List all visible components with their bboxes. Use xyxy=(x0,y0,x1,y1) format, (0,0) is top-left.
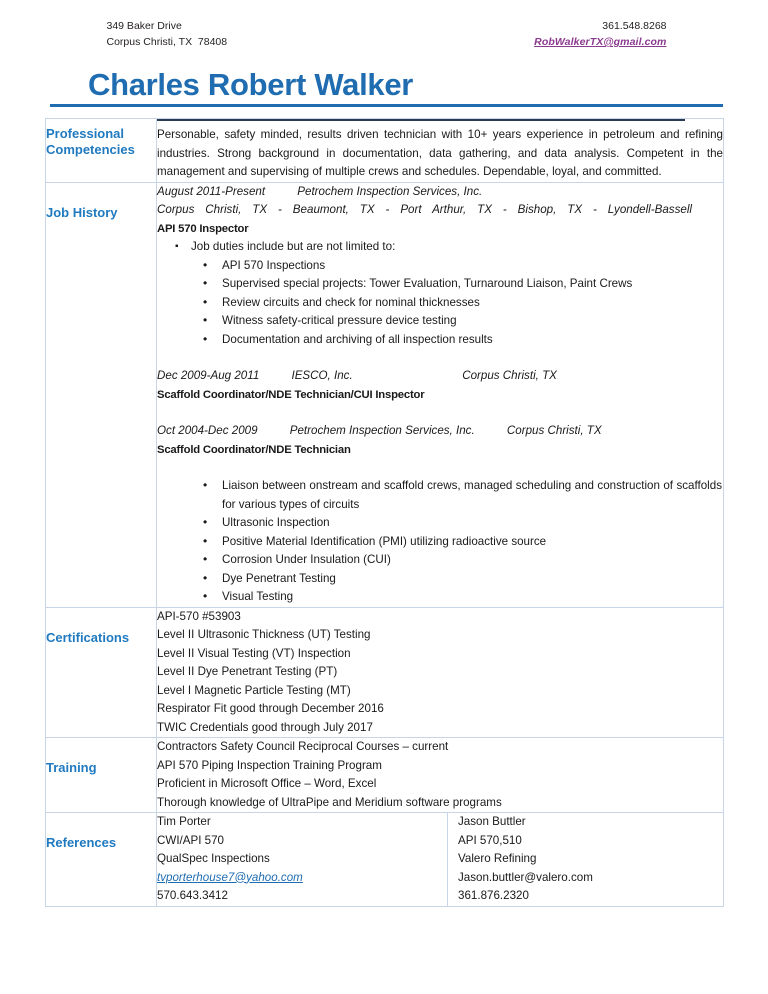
training-item: Proficient in Microsoft Office – Word, Excel xyxy=(157,777,377,790)
job1-date-company: August 2011-Present Petrochem Inspection Services, Inc. xyxy=(157,184,483,198)
list-item: • Documentation and archiving of all inspection results xyxy=(203,331,723,350)
header-rule xyxy=(157,119,685,121)
job1-title: API 570 Inspector xyxy=(157,222,249,235)
body-cell-references xyxy=(157,813,724,907)
body-cell-job-history xyxy=(157,182,724,607)
job-entry-3 xyxy=(157,422,723,459)
list-item: • Witness safety-critical pressure device testing xyxy=(203,312,723,331)
section-label-references: References xyxy=(46,835,117,850)
job3-date-company: Oct 2004-Dec 2009 Petrochem Inspection Services, Inc. Corpus Christi, TX xyxy=(157,424,602,437)
list-item: • Review circuits and check for nominal thicknesses xyxy=(203,294,723,313)
address-line-2: Corpus Christi, TX 78408 xyxy=(106,36,228,48)
address-line-1: 349 Baker Drive xyxy=(106,20,182,32)
resume-table xyxy=(45,118,724,907)
job3-title: Scaffold Coordinator/NDE Technician xyxy=(157,443,351,456)
table-row-job-history xyxy=(46,182,724,607)
training-item: Thorough knowledge of UltraPipe and Meridium software programs xyxy=(157,795,502,809)
competencies-paragraph: Personable, safety minded, results driven technician with 10+ years experience in petroleum and refining industries. Strong background in documentation, data gathering, and data analysis. Competent in the management and supervising of multiple crews and schedules. Dependable, loyal, and committed. xyxy=(157,128,723,178)
reference-name: Tim Porter xyxy=(157,815,211,828)
certification-item: API-570 #53903 xyxy=(157,609,241,623)
job-spacer-1 xyxy=(157,349,723,367)
page-title: Charles Robert Walker xyxy=(88,67,414,102)
reference-email-link[interactable]: tvporterhouse7@yahoo.com xyxy=(157,870,303,884)
job-entry-1 xyxy=(157,183,723,350)
contact-address xyxy=(107,18,228,50)
reference-phone: 570.643.3412 xyxy=(157,889,228,902)
label-cell-training xyxy=(46,738,157,813)
job3-duties-list xyxy=(157,477,723,607)
table-row-training xyxy=(46,738,724,813)
job1-duties-intro-list xyxy=(157,238,723,257)
job-spacer-3 xyxy=(157,459,723,477)
list-item: • Visual Testing xyxy=(203,588,722,607)
contact-header xyxy=(50,18,723,50)
job2-date-company: Dec 2009-Aug 2011 IESCO, Inc. Corpus Christi, TX xyxy=(157,369,557,382)
contact-phone-email xyxy=(534,18,666,50)
list-item: • Liaison between onstream and scaffold crews, managed scheduling and construction of scaffolds for various types of circuits xyxy=(203,477,722,514)
section-label-professional-competencies: Professional Competencies xyxy=(46,126,135,157)
reference-email: Jason.buttler@valero.com xyxy=(458,870,593,884)
body-cell-professional-competencies xyxy=(157,119,724,183)
reference-1 xyxy=(157,813,448,906)
list-item: • Dye Penetrant Testing xyxy=(203,570,722,589)
job-spacer-2 xyxy=(157,404,723,422)
certification-item: Level II Ultrasonic Thickness (UT) Testing xyxy=(157,628,371,641)
reference-company: Valero Refining xyxy=(458,852,537,865)
reference-company: QualSpec Inspections xyxy=(157,852,270,865)
table-row-references xyxy=(46,813,724,907)
phone-number: 361.548.8268 xyxy=(602,20,667,32)
body-cell-certifications xyxy=(157,607,724,738)
table-row-professional-competencies xyxy=(46,119,724,183)
table-row-certifications xyxy=(46,607,724,738)
section-label-job-history: Job History xyxy=(46,204,118,220)
list-item: ▪ Job duties include but are not limited to: xyxy=(175,238,723,257)
reference-phone: 361.876.2320 xyxy=(458,889,529,902)
label-cell-certifications xyxy=(46,607,157,738)
job1-locations: Corpus Christi, TX - Beaumont, TX - Port Arthur, TX - Bishop, TX - Lyondell-Bassell xyxy=(157,203,692,216)
certification-item: Level II Dye Penetrant Testing (PT) xyxy=(157,665,338,678)
label-cell-job-history xyxy=(46,182,157,607)
body-cell-training xyxy=(157,738,724,813)
list-item: • Positive Material Identification (PMI) utilizing radioactive source xyxy=(203,533,722,552)
list-item: • API 570 Inspections xyxy=(203,257,723,276)
label-cell-references xyxy=(46,813,157,907)
certification-item: Level II Visual Testing (VT) Inspection xyxy=(157,646,351,660)
reference-credential: API 570,510 xyxy=(458,833,522,847)
training-item: Contractors Safety Council Reciprocal Courses – current xyxy=(157,740,449,753)
job1-duties-list xyxy=(157,257,723,350)
reference-credential: CWI/API 570 xyxy=(157,833,225,847)
list-item: • Ultrasonic Inspection xyxy=(203,514,722,533)
certification-item: Level I Magnetic Particle Testing (MT) xyxy=(157,683,351,697)
certification-item: TWIC Credentials good through July 2017 xyxy=(157,720,373,734)
certification-item: Respirator Fit good through December 2016 xyxy=(157,702,384,715)
reference-2 xyxy=(448,813,593,906)
email-link-header[interactable]: RobWalkerTX@gmail.com xyxy=(534,36,667,48)
section-label-training: Training xyxy=(46,760,97,775)
training-item: API 570 Piping Inspection Training Program xyxy=(157,758,382,772)
name-underline-rule xyxy=(50,104,723,107)
label-cell-professional-competencies xyxy=(46,119,157,183)
reference-name: Jason Buttler xyxy=(458,815,526,828)
section-label-certifications: Certifications xyxy=(46,629,130,645)
list-item: • Supervised special projects: Tower Evaluation, Turnaround Liaison, Paint Crews xyxy=(203,275,723,294)
list-item: • Corrosion Under Insulation (CUI) xyxy=(203,551,722,570)
name-block xyxy=(50,68,723,107)
job2-title: Scaffold Coordinator/NDE Technician/CUI Inspector xyxy=(157,388,425,401)
job-entry-2 xyxy=(157,367,723,404)
